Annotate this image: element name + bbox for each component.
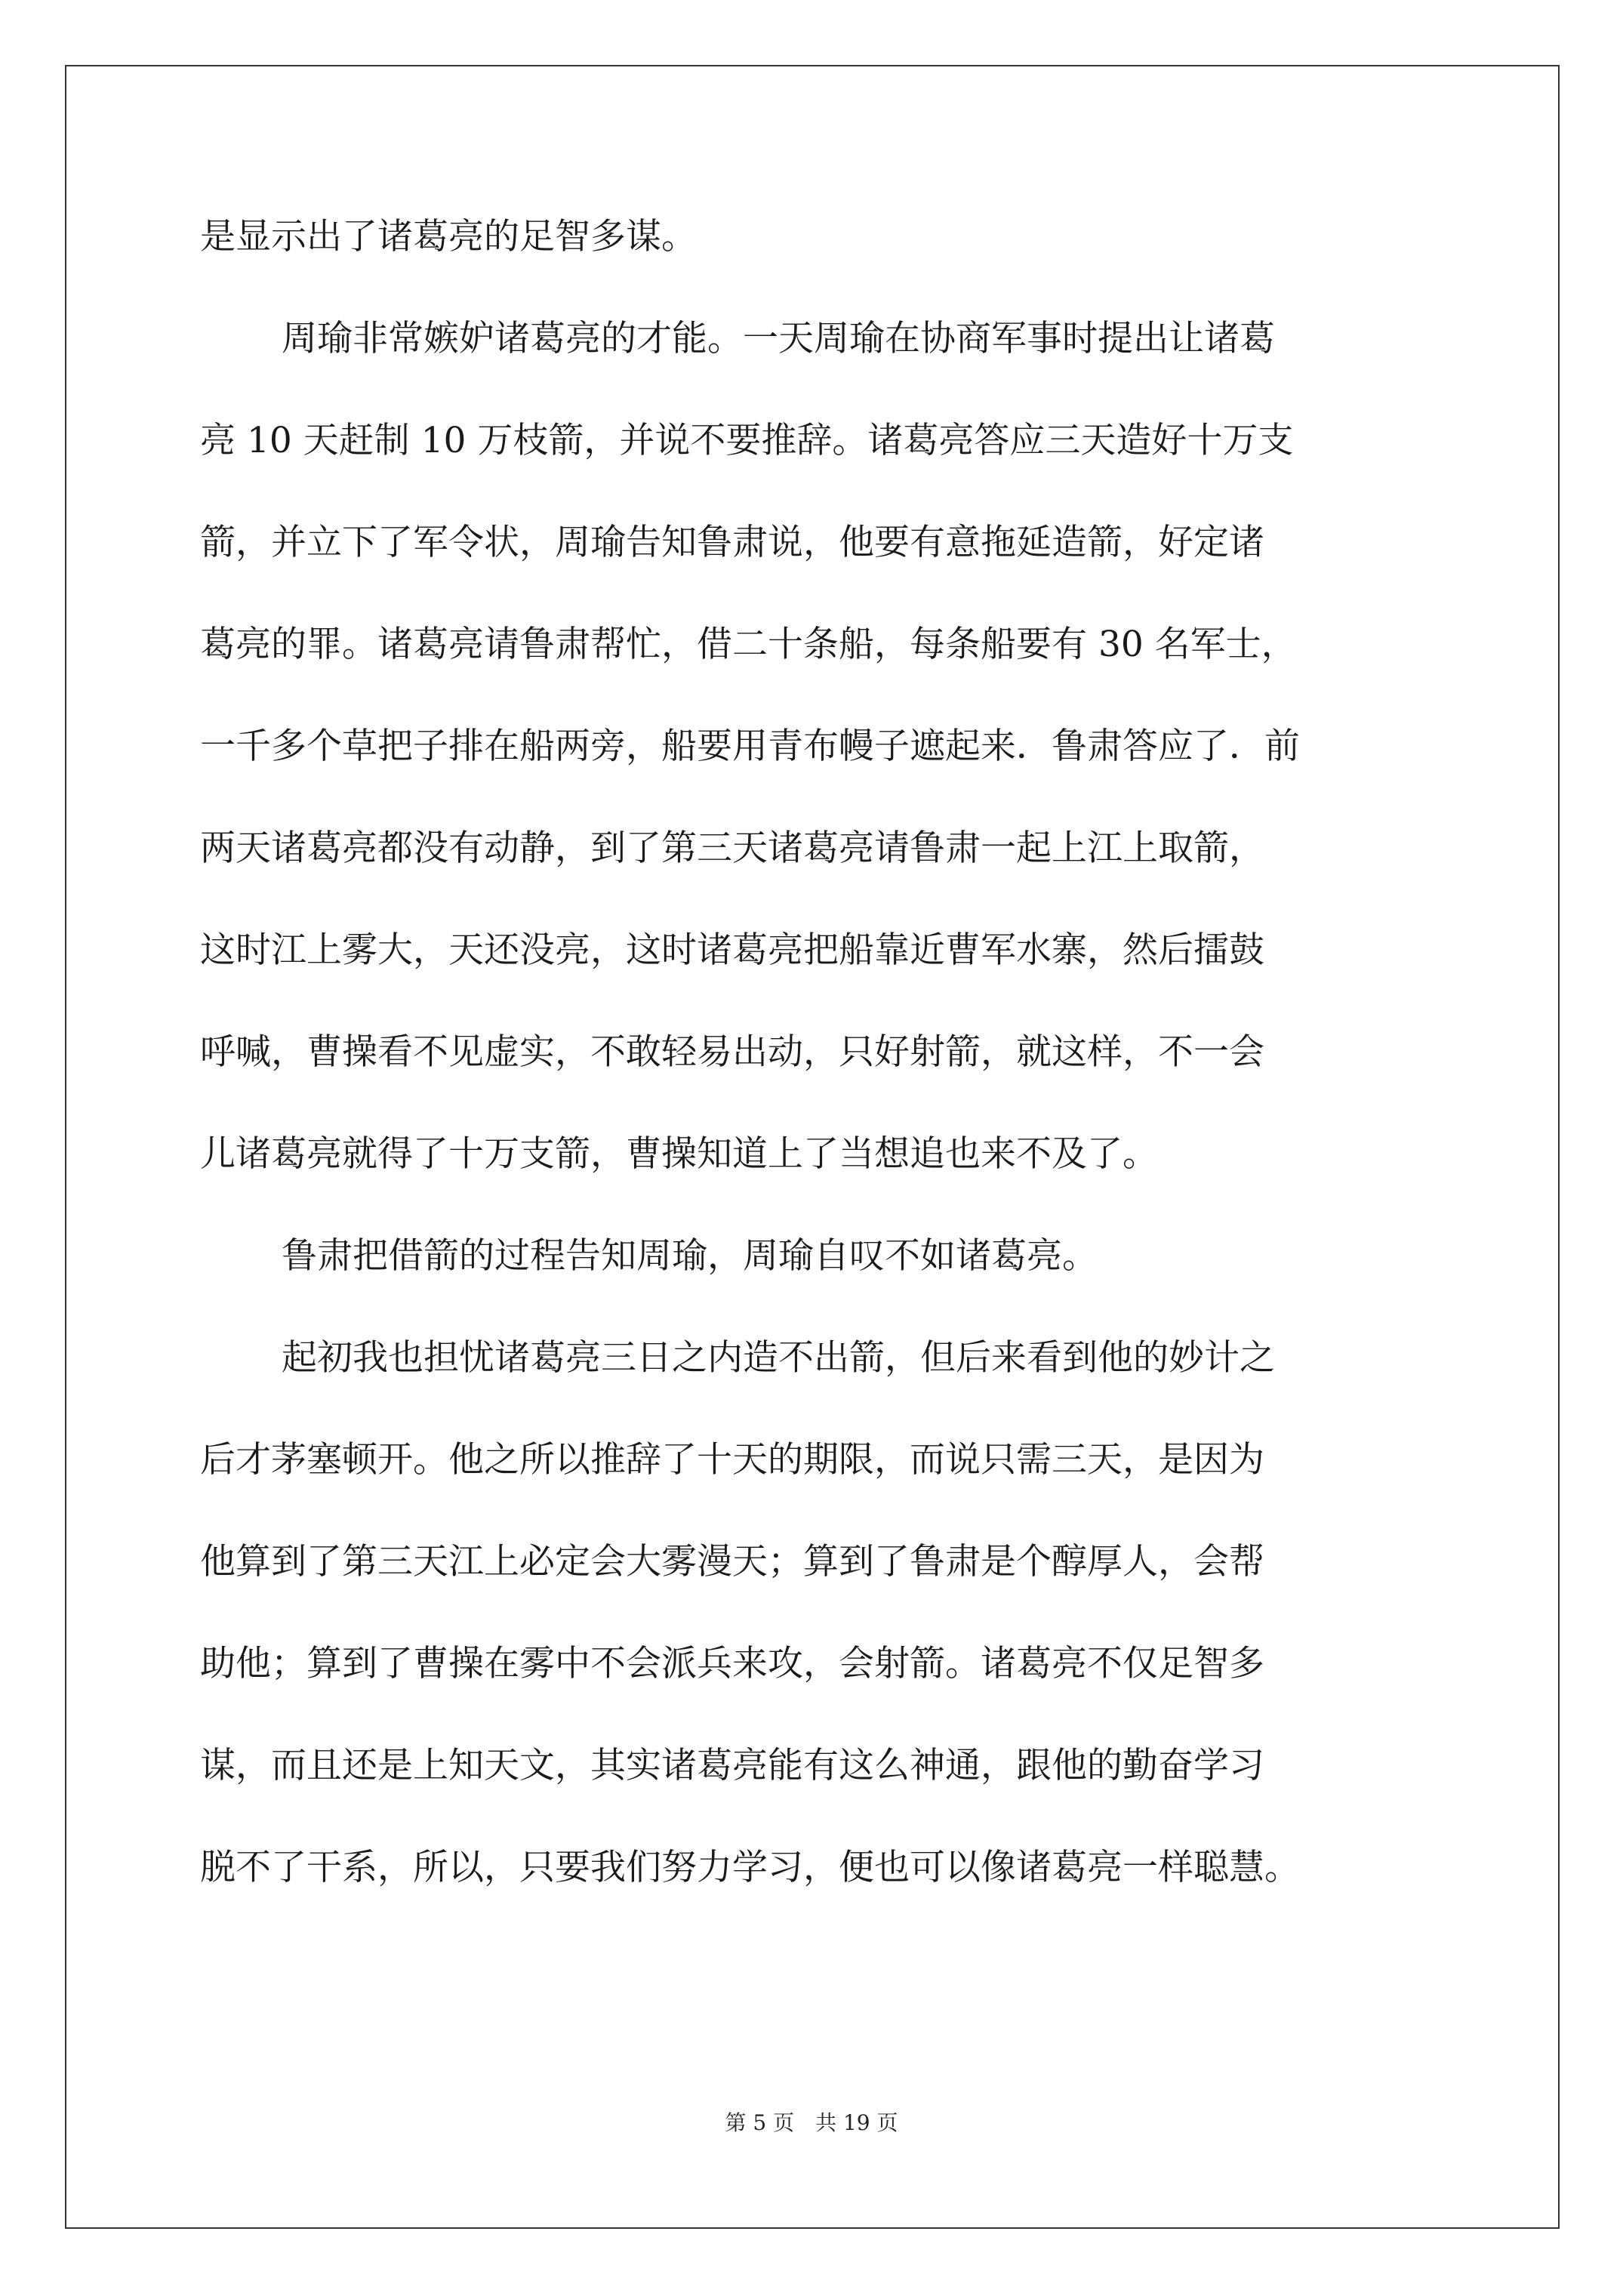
paragraph-start-line: 起初我也担忧诸葛亮三日之内造不出箭，但后来看到他的妙计之: [282, 1337, 1275, 1379]
text-line: 脱不了干系，所以，只要我们努力学习，便也可以像诸葛亮一样聪慧。: [200, 1847, 1300, 1888]
page-number-footer: 第 5 页 共 19 页: [725, 2110, 898, 2135]
text-line: 后才茅塞顿开。他之所以推辞了十天的期限，而说只需三天，是因为: [200, 1439, 1264, 1481]
paragraph-start-line: 鲁肃把借箭的过程告知周瑜，周瑜自叹不如诸葛亮。: [282, 1235, 1098, 1277]
text-line: 他算到了第三天江上必定会大雾漫天；算到了鲁肃是个醇厚人，会帮: [200, 1541, 1264, 1583]
text-line: 一千多个草把子排在船两旁，船要用青布幔子遮起来．鲁肃答应了．前: [200, 726, 1300, 767]
paragraph-start-line: 周瑜非常嫉妒诸葛亮的才能。一天周瑜在协商军事时提出让诸葛: [282, 318, 1275, 359]
text-line: 葛亮的罪。诸葛亮请鲁肃帮忙，借二十条船，每条船要有 30 名军士，: [200, 624, 1297, 665]
text-line: 是显示出了诸葛亮的足智多谋。: [200, 216, 697, 257]
text-line: 亮 10 天赶制 10 万枝箭，并说不要推辞。诸葛亮答应三天造好十万支: [200, 420, 1294, 461]
document-body: [200, 217, 1453, 1950]
text-line: 呼喊，曹操看不见虚实，不敢轻易出动，只好射箭，就这样，不一会: [200, 1031, 1264, 1073]
text-line: 谋，而且还是上知天文，其实诸葛亮能有这么神通，跟他的勤奋学习: [200, 1745, 1264, 1786]
text-line: 两天诸葛亮都没有动静，到了第三天诸葛亮请鲁肃一起上江上取箭，: [200, 827, 1264, 869]
text-line: 这时江上雾大，天还没亮，这时诸葛亮把船靠近曹军水寨，然后擂鼓: [200, 929, 1264, 971]
text-line: 箭，并立下了军令状，周瑜告知鲁肃说，他要有意拖延造箭，好定诸: [200, 522, 1264, 563]
text-line: 助他；算到了曹操在雾中不会派兵来攻，会射箭。诸葛亮不仅足智多: [200, 1643, 1264, 1684]
text-line: 儿诸葛亮就得了十万支箭，曹操知道上了当想追也来不及了。: [200, 1133, 1158, 1175]
